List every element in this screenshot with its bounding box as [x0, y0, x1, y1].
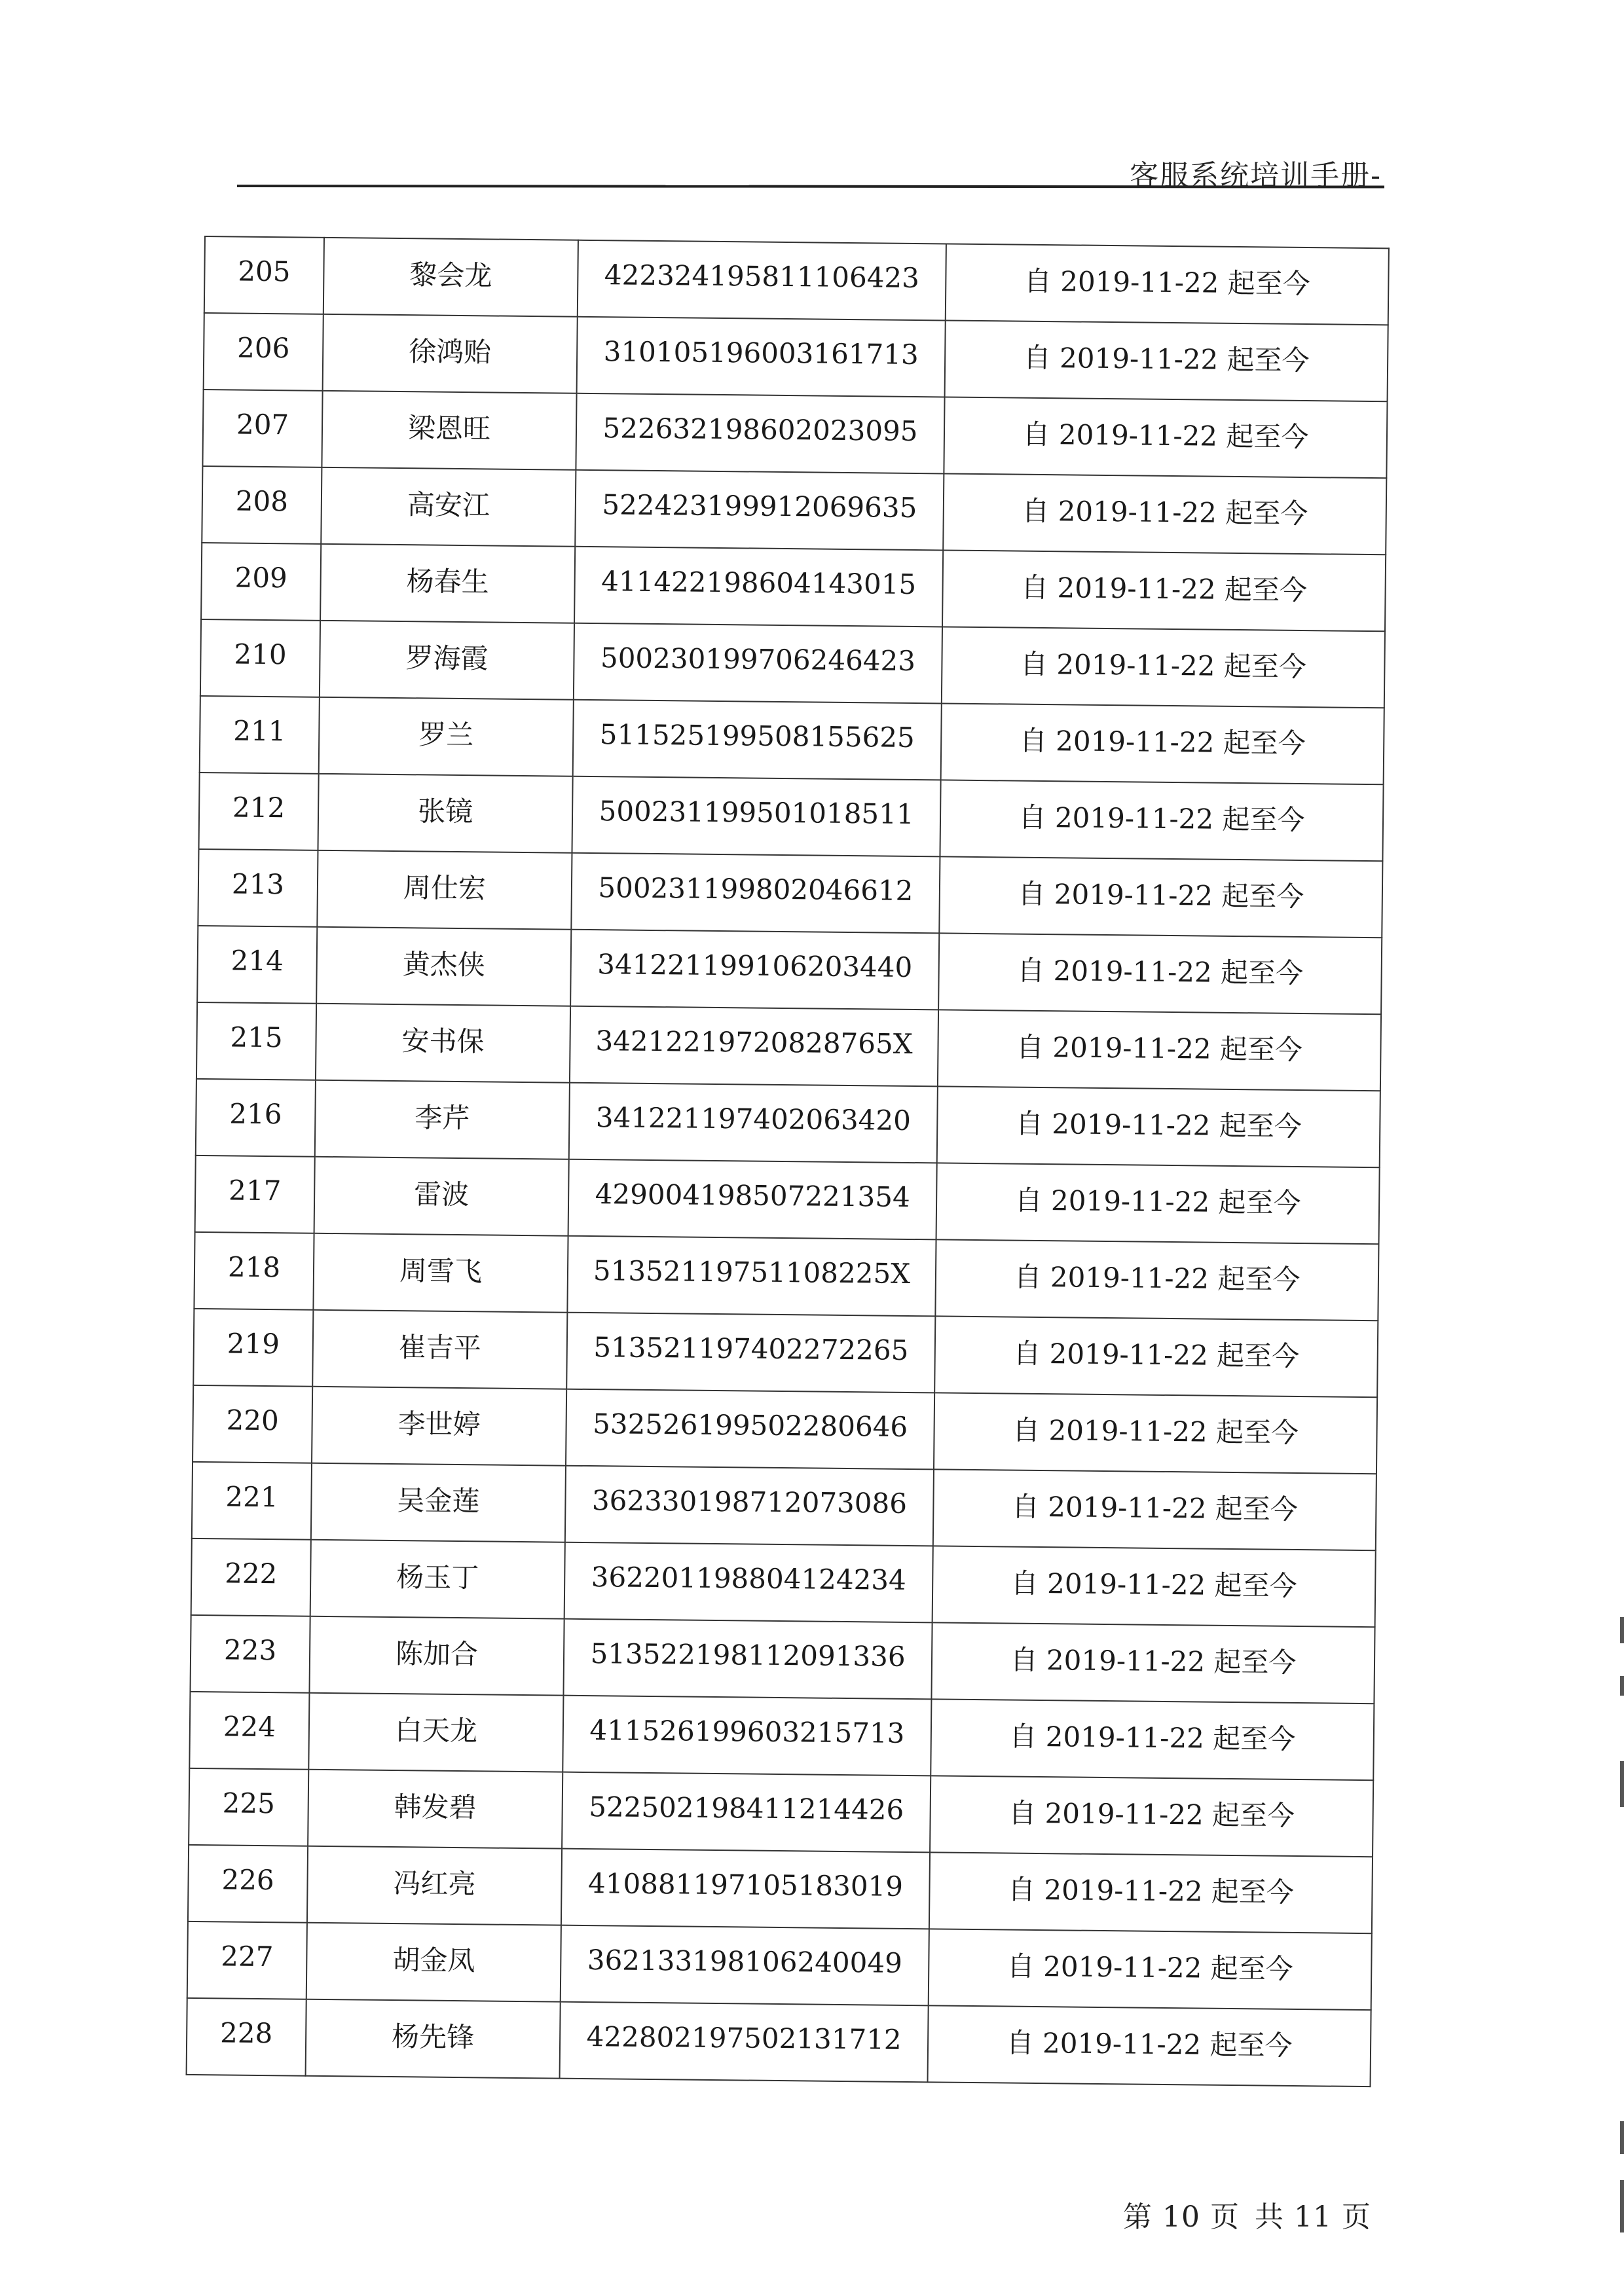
period-cell-text: 自 2019-11-22 起至今: [1010, 1643, 1297, 1679]
name-cell-text: 雷波: [413, 1177, 470, 1211]
period-cell-text: 自 2019-11-22 起至今: [1023, 341, 1310, 376]
id-number-cell-text: 362201198804124234: [591, 1561, 907, 1596]
row-number-cell-text: 206: [236, 331, 290, 365]
period-cell-text: 自 2019-11-22 起至今: [1007, 1873, 1295, 1908]
id-number-cell: [570, 930, 939, 1010]
row-number-cell-text: 223: [223, 1633, 277, 1667]
row-number-cell-text: 205: [238, 255, 291, 288]
name-cell: [311, 1463, 566, 1542]
period-cell: [928, 2005, 1371, 2086]
name-cell-text: 罗兰: [418, 718, 474, 751]
period-cell: [931, 1699, 1374, 1780]
table-row: [188, 1845, 1373, 1933]
table-row: [195, 1156, 1380, 1244]
scan-artifact: [1620, 1761, 1624, 1807]
row-number-cell-text: 215: [230, 1021, 283, 1054]
row-number-cell-text: 227: [221, 1940, 274, 1973]
name-cell-text: 张镜: [417, 794, 473, 828]
name-cell: [316, 927, 571, 1006]
row-number-cell-text: 207: [236, 408, 289, 441]
id-number-cell: [574, 623, 942, 704]
name-cell: [320, 544, 575, 623]
row-number-cell: [202, 466, 322, 544]
id-number-cell: [577, 317, 946, 397]
row-number-cell-text: 225: [222, 1787, 276, 1820]
id-number-cell-text: 522502198411214426: [588, 1791, 904, 1826]
row-number-cell: [200, 696, 320, 774]
period-cell-text: 自 2019-11-22 起至今: [1020, 571, 1308, 606]
row-number-cell: [204, 313, 323, 391]
id-number-cell: [573, 700, 942, 780]
period-cell: [929, 1929, 1372, 2010]
id-number-cell-text: 362330198712073086: [591, 1484, 908, 1520]
scan-artifact: [1620, 2180, 1624, 2232]
period-cell: [945, 320, 1388, 401]
id-number-cell: [560, 2002, 929, 2083]
row-number-cell: [200, 619, 320, 697]
id-number-cell: [578, 240, 946, 321]
row-number-cell-text: 217: [228, 1174, 282, 1207]
id-number-cell-text: 522423199912069635: [602, 488, 917, 524]
name-cell: [308, 1693, 563, 1772]
row-number-cell-text: 222: [224, 1557, 278, 1590]
period-cell: [929, 1852, 1373, 1933]
name-cell: [322, 391, 576, 470]
table-row: [190, 1615, 1375, 1704]
period-cell: [934, 1393, 1377, 1474]
row-number-cell: [201, 543, 321, 621]
period-cell-text: 自 2019-11-22 起至今: [1019, 724, 1306, 759]
name-cell: [308, 1770, 563, 1849]
name-cell-text: 黎会龙: [409, 258, 492, 291]
period-cell-text: 自 2019-11-22 起至今: [1014, 1184, 1301, 1219]
row-number-cell-text: 210: [234, 638, 287, 671]
table-row: [191, 1539, 1376, 1627]
page-total: 共 11 页: [1254, 2200, 1371, 2234]
name-cell-text: 高安江: [407, 488, 490, 521]
id-number-cell-text: 51352119751108225X: [593, 1254, 911, 1290]
table-row: [198, 849, 1382, 938]
name-cell: [306, 1999, 561, 2079]
name-cell-text: 梁恩旺: [407, 411, 491, 445]
period-cell: [931, 1622, 1375, 1704]
name-cell: [323, 238, 578, 317]
header-rule: [237, 185, 1384, 189]
id-number-cell: [561, 1925, 929, 2006]
row-number-cell: [190, 1615, 310, 1693]
id-number-cell: [572, 776, 940, 857]
period-cell-text: 自 2019-11-22 起至今: [1008, 1796, 1295, 1832]
id-number-cell-text: 513522198112091336: [590, 1637, 906, 1673]
id-number-cell-text: 500230199706246423: [600, 642, 916, 678]
id-number-cell-text: 341221197402063420: [595, 1101, 912, 1137]
row-number-cell-text: 212: [232, 791, 286, 824]
row-number-cell-text: 221: [225, 1480, 278, 1514]
name-cell: [320, 621, 574, 700]
name-cell: [319, 697, 574, 776]
row-number-cell: [197, 926, 317, 1004]
id-number-cell: [575, 470, 944, 551]
row-number-cell: [196, 1002, 316, 1080]
table-row: [202, 390, 1387, 478]
name-cell-text: 吴金莲: [397, 1484, 480, 1517]
name-cell-text: 白天龙: [394, 1713, 478, 1747]
period-cell-text: 自 2019-11-22 起至今: [1018, 801, 1305, 836]
period-cell-text: 自 2019-11-22 起至今: [1009, 1720, 1296, 1755]
scan-artifact: [1620, 2121, 1624, 2154]
period-cell-text: 自 2019-11-22 起至今: [1017, 954, 1304, 989]
period-cell-text: 自 2019-11-22 起至今: [1006, 2026, 1293, 2062]
table-row: [193, 1309, 1378, 1397]
row-number-cell: [195, 1156, 315, 1233]
id-number-cell-text: 341221199106203440: [597, 948, 913, 984]
table-row: [204, 236, 1389, 325]
id-number-cell-text: 429004198507221354: [595, 1178, 910, 1213]
name-cell: [306, 1923, 561, 2002]
id-number-cell: [564, 1542, 933, 1623]
name-cell-text: 李世婷: [397, 1407, 481, 1440]
period-cell: [936, 1163, 1380, 1244]
name-cell: [310, 1540, 565, 1619]
id-number-cell-text: 500231199501018511: [599, 795, 914, 831]
row-number-cell-text: 224: [223, 1710, 276, 1743]
scan-artifact: [1620, 1617, 1624, 1643]
row-number-cell: [189, 1768, 308, 1846]
period-cell-text: 自 2019-11-22 起至今: [1018, 877, 1304, 913]
period-cell-text: 自 2019-11-22 起至今: [1020, 647, 1307, 683]
name-cell: [307, 1846, 562, 1925]
period-cell: [938, 1010, 1381, 1091]
row-number-cell-text: 209: [234, 561, 288, 594]
period-cell: [946, 244, 1389, 325]
id-number-cell: [567, 1236, 936, 1317]
id-number-cell-text: 310105196003161713: [603, 335, 919, 371]
table-row: [193, 1385, 1377, 1474]
table-row: [196, 1079, 1380, 1167]
period-cell-text: 自 2019-11-22 起至今: [1014, 1260, 1301, 1296]
row-number-cell: [193, 1385, 312, 1463]
name-cell: [323, 314, 578, 393]
name-cell-text: 杨春生: [406, 564, 489, 598]
row-number-cell-text: 214: [231, 944, 284, 977]
page-footer: [1123, 2193, 1376, 2235]
table-row: [196, 1002, 1381, 1091]
name-cell-text: 周仕宏: [403, 871, 487, 904]
period-cell-text: 自 2019-11-22 起至今: [1022, 494, 1308, 530]
roster-table-container: [186, 236, 1383, 2087]
period-cell: [935, 1239, 1378, 1321]
table-row: [192, 1462, 1376, 1550]
row-number-cell-text: 226: [221, 1863, 274, 1897]
table-row: [204, 313, 1388, 401]
id-number-cell-text: 511525199508155625: [599, 718, 915, 754]
row-number-cell: [188, 1845, 308, 1923]
name-cell-text: 徐鸿贻: [408, 335, 492, 368]
period-cell-text: 自 2019-11-22 起至今: [1013, 1337, 1300, 1372]
id-number-cell: [570, 1006, 938, 1087]
name-cell-text: 韩发碧: [394, 1790, 477, 1823]
period-cell: [941, 703, 1384, 784]
period-cell-text: 自 2019-11-22 起至今: [1015, 1107, 1302, 1142]
id-number-cell-text: 362133198106240049: [587, 1944, 903, 1979]
table-row: [200, 619, 1385, 708]
table-row: [201, 543, 1386, 631]
name-cell-text: 陈加合: [395, 1637, 479, 1670]
name-cell: [312, 1387, 566, 1466]
id-number-cell-text: 422802197502131712: [586, 2020, 902, 2056]
period-cell-text: 自 2019-11-22 起至今: [1016, 1030, 1303, 1066]
name-cell-text: 杨玉丁: [396, 1560, 479, 1594]
table-row: [189, 1692, 1374, 1780]
period-cell: [937, 1086, 1380, 1167]
row-number-cell: [191, 1539, 311, 1616]
period-cell: [933, 1469, 1376, 1550]
id-number-cell: [566, 1313, 935, 1393]
period-cell-text: 自 2019-11-22 起至今: [1022, 418, 1309, 453]
page-number: 第 10 页: [1123, 2200, 1240, 2234]
table-row: [202, 466, 1386, 555]
row-number-cell: [196, 1079, 316, 1157]
table-row: [189, 1768, 1373, 1857]
name-cell: [317, 850, 572, 930]
period-cell: [942, 550, 1386, 631]
name-cell: [316, 1004, 570, 1083]
name-cell: [312, 1310, 567, 1389]
row-number-cell: [187, 1998, 306, 2076]
period-cell: [934, 1316, 1378, 1397]
name-cell-text: 罗海霞: [405, 641, 489, 674]
roster-table: [186, 236, 1390, 2087]
name-cell: [313, 1233, 568, 1313]
row-number-cell-text: 218: [227, 1250, 281, 1284]
name-cell: [321, 467, 576, 547]
id-number-cell: [561, 1849, 930, 1929]
period-cell: [932, 1546, 1376, 1627]
table-row: [197, 926, 1382, 1014]
id-number-cell: [569, 1083, 938, 1163]
name-cell: [318, 774, 573, 853]
id-number-cell: [571, 853, 940, 934]
id-number-cell-text: 411526199603215713: [589, 1714, 905, 1749]
row-number-cell-text: 213: [231, 867, 285, 901]
document-header-title: 客服系统培训手册-: [1130, 159, 1382, 192]
id-number-cell: [574, 547, 943, 627]
name-cell: [314, 1157, 569, 1236]
row-number-cell: [193, 1309, 313, 1387]
period-cell-text: 自 2019-11-22 起至今: [1010, 1567, 1297, 1602]
period-cell: [939, 856, 1382, 938]
period-cell: [938, 933, 1382, 1014]
id-number-cell-text: 513521197402272265: [593, 1331, 909, 1366]
name-cell-text: 李芹: [415, 1101, 470, 1134]
id-number-cell: [565, 1466, 934, 1546]
table-row: [194, 1232, 1378, 1321]
name-cell-text: 冯红亮: [393, 1867, 476, 1900]
name-cell-text: 胡金凤: [392, 1943, 475, 1977]
roster-table-body: [187, 236, 1389, 2086]
table-row: [187, 1998, 1371, 2086]
name-cell-text: 安书保: [401, 1024, 485, 1057]
id-number-cell-text: 522632198602023095: [602, 412, 918, 448]
id-number-cell: [576, 393, 944, 474]
id-number-cell: [568, 1159, 937, 1240]
row-number-cell: [198, 849, 318, 927]
row-number-cell-text: 228: [219, 2016, 273, 2050]
table-row: [199, 773, 1384, 861]
row-number-cell-text: 219: [227, 1327, 280, 1360]
row-number-cell-text: 211: [233, 714, 286, 748]
id-number-cell-text: 411422198604143015: [600, 565, 917, 601]
period-cell: [942, 627, 1385, 708]
period-cell: [940, 780, 1383, 861]
row-number-cell-text: 220: [226, 1404, 280, 1437]
name-cell-text: 杨先锋: [391, 2020, 475, 2053]
row-number-cell: [189, 1692, 309, 1770]
period-cell-text: 自 2019-11-22 起至今: [1006, 1950, 1293, 1985]
period-cell: [930, 1776, 1373, 1857]
id-number-cell: [563, 1619, 932, 1700]
scan-artifact: [1620, 1676, 1624, 1696]
id-number-cell-text: 34212219720828765X: [595, 1025, 913, 1061]
name-cell: [315, 1080, 570, 1159]
row-number-cell-text: 216: [229, 1097, 282, 1131]
period-cell-text: 自 2019-11-22 起至今: [1011, 1490, 1299, 1525]
row-number-cell: [199, 773, 319, 850]
table-row: [200, 696, 1384, 784]
row-number-cell: [192, 1462, 312, 1540]
id-number-cell-text: 532526199502280646: [592, 1408, 908, 1443]
period-cell-text: 自 2019-11-22 起至今: [1012, 1413, 1299, 1449]
name-cell-text: 黄杰侠: [402, 947, 485, 981]
row-number-cell: [202, 390, 322, 467]
name-cell-text: 崔吉平: [398, 1330, 482, 1364]
id-number-cell-text: 410881197105183019: [587, 1867, 904, 1903]
table-row: [187, 1922, 1372, 2010]
id-number-cell-text: 500231199802046612: [598, 871, 913, 907]
row-number-cell: [194, 1232, 314, 1310]
id-number-cell-text: 422324195811106423: [604, 259, 920, 295]
name-cell-text: 周雪飞: [399, 1254, 483, 1287]
row-number-cell-text: 208: [235, 484, 289, 518]
name-cell: [309, 1616, 564, 1696]
row-number-cell: [187, 1922, 307, 1999]
id-number-cell: [562, 1772, 931, 1853]
row-number-cell: [204, 236, 324, 314]
id-number-cell: [566, 1389, 934, 1470]
period-cell: [944, 397, 1387, 478]
period-cell: [943, 473, 1386, 555]
id-number-cell: [563, 1696, 931, 1776]
period-cell-text: 自 2019-11-22 起至今: [1024, 264, 1311, 300]
